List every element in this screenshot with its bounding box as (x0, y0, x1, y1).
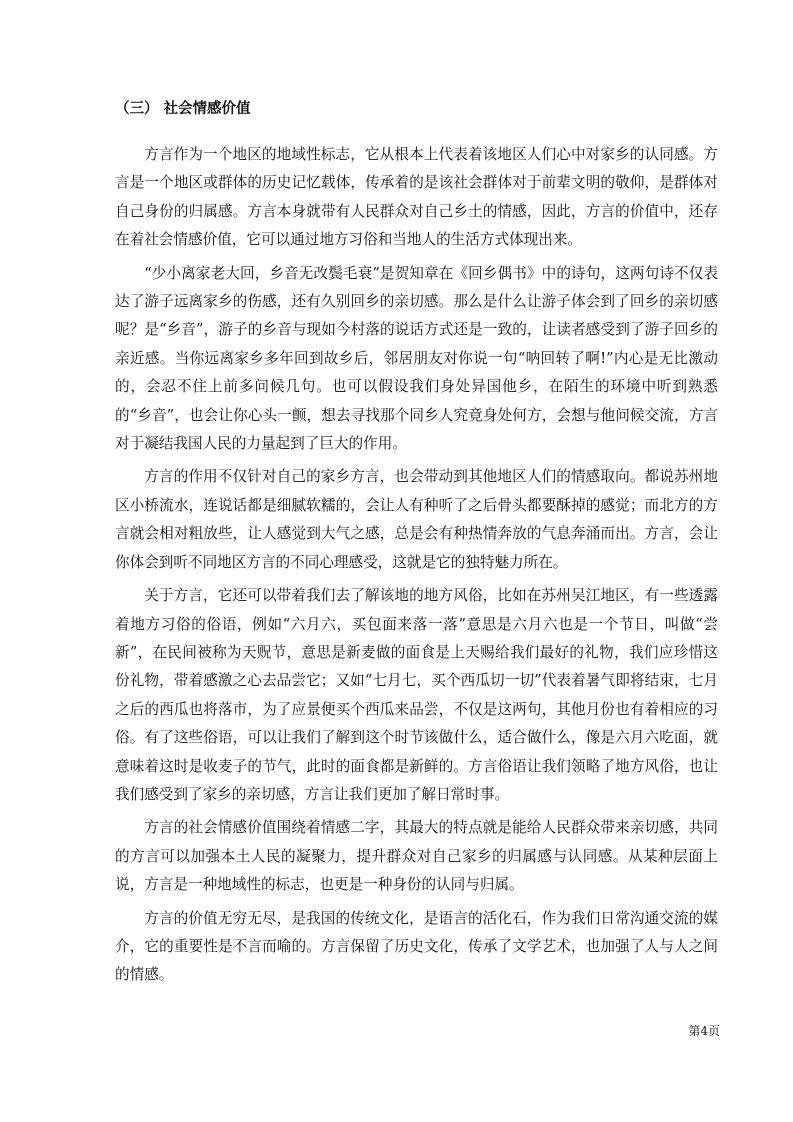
paragraph-customs: 关于方言，它还可以带着我们去了解该地的地方风俗，比如在苏州吴江地区，有一些透露着地方习俗的俗语，例如“六月六，买包面来落一落”意思是六月六也是一个节日，叫做“尝新”，在民间被称为天贶节，意思是新麦做的面食是上天赐给我们最好的礼物，我们应珍惜这份礼物，带着感激之心去品尝它；又如“七月七，买个西瓜切一切”代表着暑气即将结束，七月之后的西瓜也将落市，为了应景便买个西瓜来品尝，不仅是这两句，其他月份也有着相应的习俗。有了这些俗语，可以让我们了解到这个时节该做什么，适合做什么，像是六月六吃面，就意味着这时是收麦子的节气，此时的面食都是新鲜的。方言俗语让我们领略了地方风俗，也让我们感受到了家乡的亲切感，方言让我们更加了解日常时事。 (115, 587, 718, 803)
document-page (115, 97, 718, 995)
section-heading: （三） 社会情感价值 (115, 101, 251, 117)
paragraph-intro: 方言作为一个地区的地域性标志，它从根本上代表着该地区人们心中对家乡的认同感。方言是一个地区或群体的历史记忆载体，传承着的是该社会群体对于前辈文明的敬仰，是群体对自己身份的归属感。方言本身就带有人民群众对自己乡土的情感，因此，方言的价值中，还存在着社会情感价值，它可以通过地方习俗和当地人的生活方式体现出来。 (115, 146, 718, 249)
paragraph-social-value: 方言的社会情感价值围绕着情感二字，其最大的特点就是能给人民群众带来亲切感，共同的方言可以加强本土人民的凝聚力，提升群众对自己家乡的归属感与认同感。从某种层面上说，方言是一种地域性的标志，也更是一种身份的认同与归属。 (115, 819, 718, 894)
paragraph-poem: “少小离家老大回，乡音无改鬓毛衰”是贺知章在《回乡偶书》中的诗句，这两句诗不仅表达了游子远离家乡的伤感，还有久别回乡的亲切感。那么是什么让游子体会到了回乡的亲切感呢？是“乡音”，游子的乡音与现如今村落的说话方式还是一致的，让读者感受到了游子回乡的亲近感。当你远离家乡多年回到故乡后，邻居朋友对你说一句“呐回转了啊!”内心是无比激动的，会忍不住上前多问候几句。也可以假设我们身处异国他乡，在陌生的环境中听到熟悉的“乡音”，也会让你心头一颤，想去寻找那个同乡人究竟身处何方，会想与他问候交流，方言对于凝结我国人民的力量起到了巨大的作用。 (115, 264, 718, 453)
page-number: 第4页 (688, 1024, 720, 1038)
paragraph-regional-emotion: 方言的作用不仅针对自己的家乡方言，也会带动到其他地区人们的情感取向。都说苏州地区小桥流水，连说话都是细腻软糯的，会让人有种听了之后骨头都要酥掉的感觉；而北方的方言就会相对粗放些，让人感觉到大气之感，总是会有种热情奔放的气息奔涌而出。方言，会让你体会到听不同地区方言的不同心理感受，这就是它的独特魅力所在。 (115, 468, 718, 571)
paragraph-conclusion: 方言的价值无穷无尽，是我国的传统文化，是语言的活化石，作为我们日常沟通交流的媒介，它的重要性是不言而喻的。方言保留了历史文化，传承了文学艺术，也加强了人与人之间的情感。 (115, 909, 718, 984)
